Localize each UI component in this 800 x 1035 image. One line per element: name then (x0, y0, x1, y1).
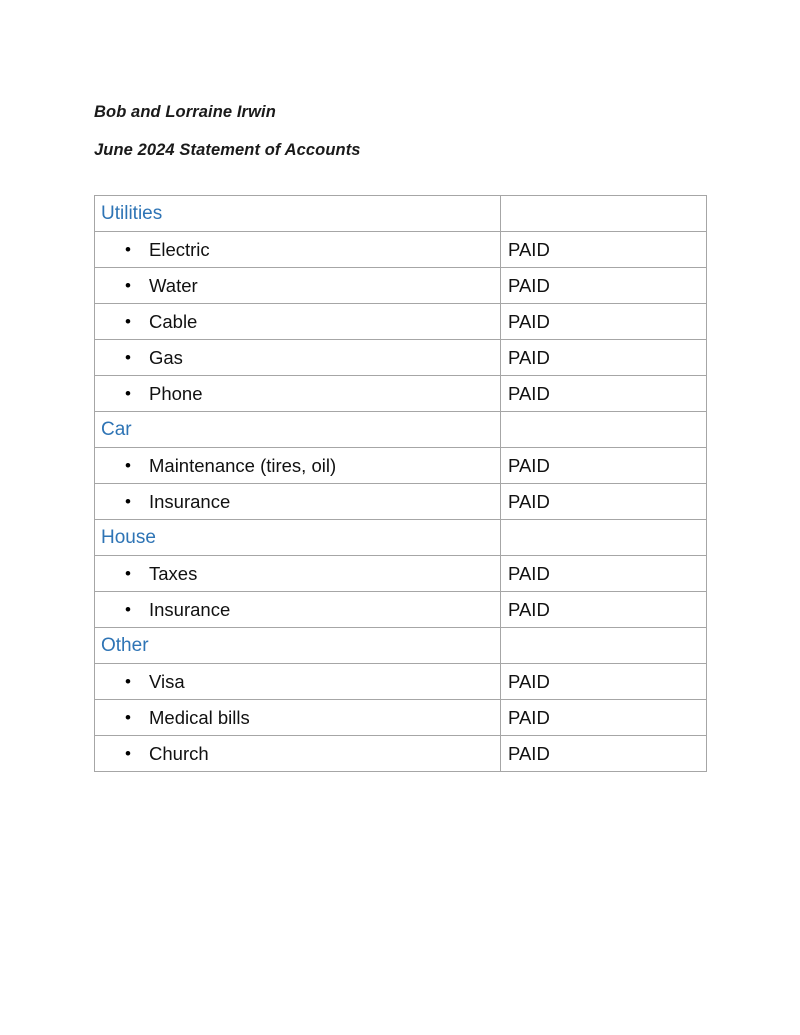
bulleted-item (101, 743, 500, 765)
table-row (95, 232, 707, 268)
table-row (95, 520, 707, 556)
status-cell (501, 484, 707, 520)
bulleted-item (101, 599, 500, 621)
status-cell (501, 376, 707, 412)
item-label-cell (95, 340, 501, 376)
item-label-cell (95, 484, 501, 520)
bulleted-item (101, 311, 500, 333)
bullet-icon: • (125, 599, 131, 619)
section-header-cell (95, 520, 501, 556)
bullet-icon: • (125, 707, 131, 727)
item-label-cell (95, 304, 501, 340)
table-row (95, 628, 707, 664)
section-header-cell (95, 196, 501, 232)
table-row (95, 556, 707, 592)
item-label-cell (95, 376, 501, 412)
bulleted-item (101, 347, 500, 369)
status-badge: PAID (508, 490, 550, 512)
item-label: Medical bills (149, 706, 250, 728)
document-heading-block (94, 93, 714, 169)
status-cell (501, 736, 707, 772)
bullet-icon: • (125, 239, 131, 259)
section-header-label: Other (101, 635, 149, 656)
item-label: Visa (149, 670, 185, 692)
item-label: Cable (149, 310, 198, 332)
status-cell (501, 448, 707, 484)
status-badge: PAID (508, 382, 550, 404)
status-cell-empty (501, 628, 707, 664)
bulleted-item (101, 239, 500, 261)
table-row (95, 448, 707, 484)
bullet-icon: • (125, 743, 131, 763)
table-row (95, 376, 707, 412)
item-label-cell (95, 232, 501, 268)
status-badge: PAID (508, 562, 550, 584)
status-cell (501, 700, 707, 736)
section-header-label: House (101, 527, 156, 548)
bulleted-item (101, 563, 500, 585)
table-row (95, 196, 707, 232)
status-cell (501, 232, 707, 268)
section-header-cell (95, 628, 501, 664)
bulleted-item (101, 275, 500, 297)
status-badge: PAID (508, 454, 550, 476)
status-badge: PAID (508, 310, 550, 332)
status-cell (501, 664, 707, 700)
table-row (95, 340, 707, 376)
bulleted-item (101, 671, 500, 693)
bulleted-item (101, 383, 500, 405)
table-row (95, 592, 707, 628)
item-label: Gas (149, 346, 183, 368)
item-label: Phone (149, 382, 203, 404)
status-cell (501, 304, 707, 340)
bulleted-item (101, 707, 500, 729)
table-row (95, 664, 707, 700)
bullet-icon: • (125, 383, 131, 403)
table-row (95, 412, 707, 448)
status-cell (501, 592, 707, 628)
status-badge: PAID (508, 274, 550, 296)
section-header-label: Utilities (101, 203, 163, 224)
item-label-cell (95, 268, 501, 304)
status-badge: PAID (508, 742, 550, 764)
item-label-cell (95, 592, 501, 628)
bulleted-item (101, 491, 500, 513)
item-label-cell (95, 700, 501, 736)
status-cell (501, 340, 707, 376)
status-cell-empty (501, 520, 707, 556)
table-row (95, 736, 707, 772)
item-label: Insurance (149, 490, 231, 512)
item-label-cell (95, 736, 501, 772)
bullet-icon: • (125, 455, 131, 475)
status-badge: PAID (508, 598, 550, 620)
status-cell (501, 556, 707, 592)
item-label: Water (149, 274, 198, 296)
section-header-label: Car (101, 419, 132, 440)
item-label-cell (95, 448, 501, 484)
item-label: Church (149, 742, 209, 764)
bullet-icon: • (125, 347, 131, 367)
status-badge: PAID (508, 238, 550, 260)
bullet-icon: • (125, 671, 131, 691)
item-label: Insurance (149, 598, 231, 620)
section-header-cell (95, 412, 501, 448)
status-cell (501, 268, 707, 304)
status-badge: PAID (508, 670, 550, 692)
status-badge: PAID (508, 706, 550, 728)
accounts-table-body (95, 196, 707, 772)
bullet-icon: • (125, 311, 131, 331)
bulleted-item (101, 455, 500, 477)
item-label: Maintenance (tires, oil) (149, 454, 337, 476)
bullet-icon: • (125, 275, 131, 295)
table-row (95, 700, 707, 736)
item-label: Taxes (149, 562, 198, 584)
document-title-line-1: Bob and Lorraine Irwin (94, 103, 276, 121)
status-cell-empty (501, 412, 707, 448)
table-row (95, 304, 707, 340)
bullet-icon: • (125, 491, 131, 511)
accounts-table (94, 195, 707, 772)
table-row (95, 484, 707, 520)
status-badge: PAID (508, 346, 550, 368)
table-row (95, 268, 707, 304)
bullet-icon: • (125, 563, 131, 583)
item-label: Electric (149, 238, 210, 260)
item-label-cell (95, 664, 501, 700)
document-title-line-2: June 2024 Statement of Accounts (94, 141, 361, 159)
item-label-cell (95, 556, 501, 592)
status-cell-empty (501, 196, 707, 232)
